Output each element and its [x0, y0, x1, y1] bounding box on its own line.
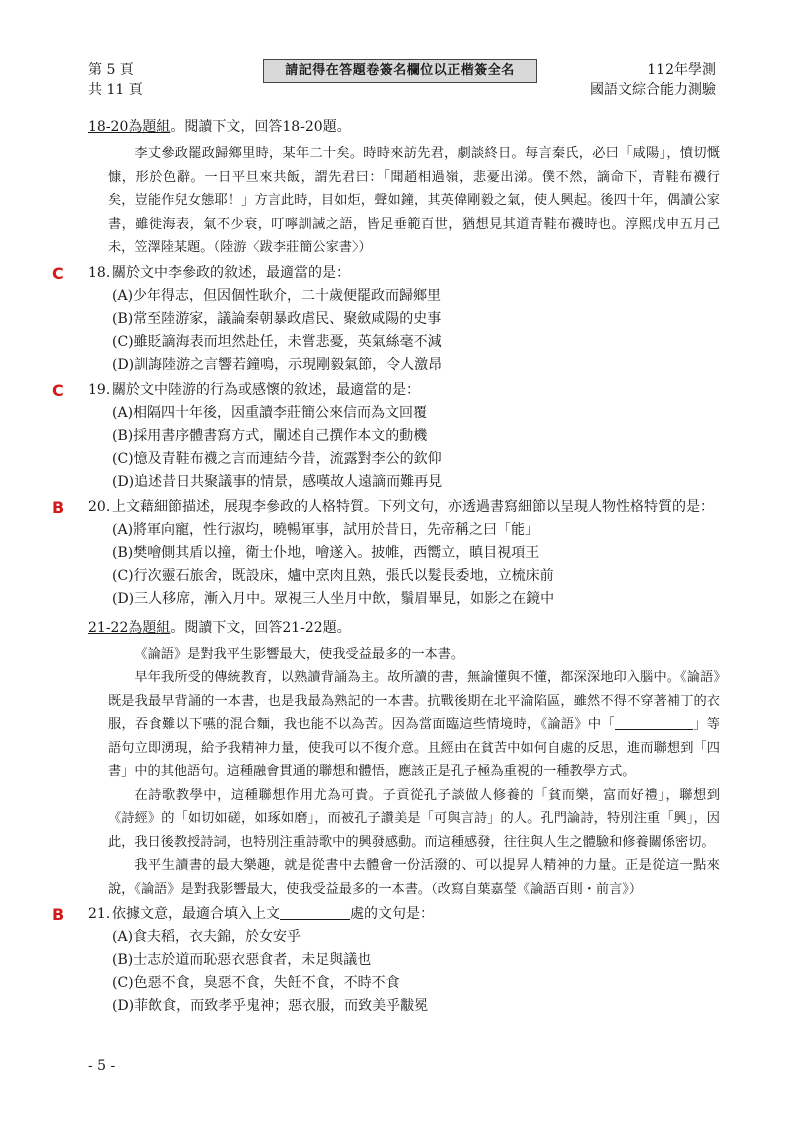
fill-blank	[280, 905, 350, 920]
question-stem: 上文藉細節描述，展現李參政的人格特質。下列文句，亦透過書寫細節以呈現人物性格特質的是：	[112, 498, 714, 515]
question-stem	[112, 903, 720, 926]
option-d: (D)菲飲食，而致孝乎鬼神；惡衣服，而致美乎黻冕	[112, 998, 429, 1014]
question-18	[52, 262, 720, 377]
question-number: 18.	[88, 264, 111, 281]
option-a: (A)少年得志，但因個性耿介，二十歲便罷政而歸鄉里	[112, 287, 442, 304]
option-c: (C)雖貶謫海表而坦然赴任，未嘗悲憂，英氣絲毫不減	[112, 333, 442, 350]
fill-blank	[615, 715, 693, 730]
question-number: 20.	[88, 498, 111, 515]
passage-paragraph-3: 在詩歌教學中，這種聯想作用尤為可貴。子貢從孔子談做人修養的「貧而樂，富而好禮」，聯想到《詩經》的「如切如磋，如琢如磨」，而被孔子讚美是「可與言詩」的人。孔門論詩，特別注重「興」，因此，我日後教授詩詞，也特別注重詩歌中的興發感動。而這種感發，往往與人生之體驗和修養關係密切。	[108, 787, 720, 850]
passage-paragraph-4: 我平生讀書的最大樂趣，就是從書中去體會一份活潑的、可以提昇人精神的力量。正是從這一點來說，《論語》是對我影響最大，使我受益最多的一本書。（改寫自葉嘉瑩《論語百則・前言》）	[108, 858, 720, 897]
option-c: (C)行次靈石旅舍，既設床，爐中烹肉且熟，張氏以髮長委地，立梳床前	[112, 567, 554, 584]
option-b: (B)採用書序體書寫方式，闡述自己撰作本文的動機	[112, 427, 428, 444]
group-range: 18-20為題組	[88, 119, 171, 135]
option-b: (B)常至陸游家，議論秦朝暴政虐民、聚斂咸陽的史事	[112, 310, 442, 327]
question-21	[52, 903, 720, 1018]
question-number: 19.	[88, 381, 111, 398]
passage-paragraph-1: 《論語》是對我平生影響最大，使我受益最多的一本書。	[134, 646, 465, 662]
question-19	[52, 379, 720, 494]
option-b: (B)樊噲側其盾以撞，衛士仆地，噲遂入。披帷，西嚮立，瞋目視項王	[112, 544, 540, 561]
option-c: (C)憶及青鞋布襪之言而連結今昔，流露對李公的欽仰	[112, 450, 442, 467]
exam-year: 112年學測	[647, 62, 716, 78]
option-d: (D)訓誨陸游之言響若鐘鳴，示現剛毅氣節，令人激昂	[112, 356, 443, 373]
passage-lu-you	[88, 142, 720, 260]
question-stem: 關於文中陸游的行為或感懷的敘述，最適當的是：	[112, 381, 420, 398]
option-b: (B)士志於道而恥惡衣惡食者，未足與議也	[112, 952, 372, 968]
page-content	[52, 116, 720, 1018]
answer-mark: B	[52, 497, 65, 517]
option-a: (A)將軍向寵，性行淑均，曉暢軍事，試用於昔日，先帝稱之曰「能」	[112, 521, 540, 538]
total-pages-label: 共 11 頁	[88, 82, 143, 98]
option-a: (A)食夫稻，衣夫錦，於女安乎	[112, 929, 302, 945]
page-label: 第 5 頁	[88, 62, 134, 78]
exam-subject: 國語文綜合能力測驗	[590, 82, 716, 98]
answer-mark: C	[52, 380, 64, 400]
page-number: - 5 -	[88, 1058, 116, 1074]
answer-mark: B	[52, 905, 65, 924]
question-stem: 關於文中李參政的敘述，最適當的是：	[112, 264, 350, 281]
question-20	[52, 496, 720, 611]
option-d: (D)三人移席，漸入月中。眾視三人坐月中飲，鬚眉畢見，如影之在鏡中	[112, 590, 555, 607]
passage-paragraph: 李丈參政罷政歸鄉里時，某年二十矣。時時來訪先君，劇談終日。每言秦氏，必曰「咸陽」，憤切慨慷，形於色辭。一日平旦來共飯，謂先君曰：「聞趙相過嶺，悲憂出涕。僕不然，謫命下，青鞋布襪行矣，豈能作兒女態耶！」方言此時，目如炬，聲如鐘，其英偉剛毅之氣，使人興起。後四十年，偶讀公家書，雖徙海表，氣不少衰，叮嚀訓誡之語，皆足垂範百世，猶想見其道青鞋布襪時也。淳熙戊申五月己未，笠澤陸某題。（陸游〈跋李莊簡公家書〉）	[108, 146, 720, 255]
group-instruction: 。閱讀下文，回答18-20題。	[170, 119, 351, 135]
group-range: 21-22為題組	[88, 619, 171, 636]
passage-paragraph-2	[108, 666, 720, 784]
option-a: (A)相隔四十年後，因重讀李莊簡公來信而為文回覆	[112, 404, 428, 421]
answer-mark: C	[52, 263, 64, 283]
passage-analects	[88, 643, 720, 902]
signature-notice: 請記得在答題卷簽名欄位以正楷簽全名	[263, 59, 537, 83]
group-heading-18-20	[88, 116, 720, 138]
group-heading-21-22	[88, 617, 720, 639]
header-left	[88, 60, 143, 100]
group-instruction: 。閱讀下文，回答21-22題。	[170, 619, 351, 636]
option-c: (C)色惡不食，臭惡不食，失飪不食，不時不食	[112, 975, 400, 991]
header-right	[590, 60, 716, 100]
paragraph-text-after-blank: 」等語句立即湧現，給予我精神力量，使我可以不復介意。且經由在貧苦中如何自處的反思，進而聯想到「四書」中的其他語句。這種融會貫通的聯想和體悟，應該正是孔子極為重視的一種教學方式。	[108, 717, 720, 779]
stem-after-blank: 處的文句是：	[350, 906, 434, 922]
paragraph-text-before-blank: 早年我所受的傳統教育，以熟讀背誦為主。故所讀的書，無論懂與不懂，都深深地印入腦中。《論語》既是我最早背誦的一本書，也是我最為熟記的一本書。抗戰後期在北平淪陷區，雖然不得不穿著補丁的衣服，吞食難以下嚥的混合麵，我也能不以為苦。因為當面臨這些情境時，《論語》中「	[108, 670, 720, 732]
question-number: 21.	[88, 906, 111, 922]
option-d: (D)追述昔日共聚議事的情景，感嘆故人遠謫而難再見	[112, 473, 443, 490]
stem-before-blank: 依據文意，最適合填入上文	[112, 906, 280, 922]
